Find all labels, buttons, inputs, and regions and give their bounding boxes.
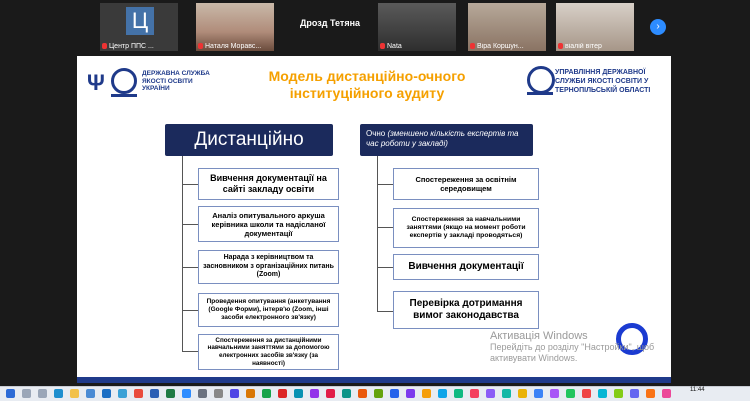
onsite-item-4: Перевірка дотримання вимог законодавства (393, 291, 539, 329)
start-icon[interactable] (6, 389, 15, 398)
participant-tile-2[interactable] (196, 3, 274, 51)
participant-avatar: Ц (126, 7, 154, 35)
ring-logo-icon (527, 66, 555, 94)
onsite-item-3: Вивчення документації (393, 254, 539, 280)
app-icon[interactable] (582, 389, 591, 398)
app-icon[interactable] (198, 389, 207, 398)
app-icon[interactable] (246, 389, 255, 398)
app-icon[interactable] (646, 389, 655, 398)
ring-logo-icon (111, 68, 137, 94)
app-icon[interactable] (390, 389, 399, 398)
excel-icon[interactable] (166, 389, 175, 398)
participant-tile-6[interactable] (556, 3, 634, 51)
slide-title: Модель дистанційно-очного інституційного аудиту (268, 68, 466, 101)
side-panel (735, 56, 750, 386)
participant-name: Наталя Моравс... (198, 43, 272, 50)
participant-name: Nata (380, 43, 454, 50)
onsite-item-2: Спостереження за навчальними заняттями (якщо на момент роботи експертів у закладі проводяться) (393, 208, 539, 248)
app-icon[interactable] (326, 389, 335, 398)
column-header-onsite: Очно (зменшено кількість експертів та час роботи у закладі) (360, 124, 533, 156)
remote-item-2: Аналіз опитувального аркуша керівника школи та надісланої документації (198, 206, 339, 242)
app-icon[interactable] (294, 389, 303, 398)
mic-muted-icon (380, 43, 385, 49)
remote-item-3: Нарада з керівництвом та засновником з організаційних питань (Zoom) (198, 250, 339, 284)
app-icon[interactable] (614, 389, 623, 398)
participant-tile-5[interactable] (468, 3, 546, 51)
app-icon[interactable] (454, 389, 463, 398)
app-icon[interactable] (310, 389, 319, 398)
mic-muted-icon (558, 43, 563, 49)
app-icon[interactable] (358, 389, 367, 398)
participant-name: Віра Коршун... (470, 43, 544, 50)
slide-footer-bar (77, 377, 671, 383)
remote-item-1: Вивчення документації на сайті закладу освіти (198, 168, 339, 200)
app-icon[interactable] (374, 389, 383, 398)
participant-strip (0, 0, 750, 54)
edge-icon[interactable] (54, 389, 63, 398)
app-icon[interactable] (422, 389, 431, 398)
mail-icon[interactable] (102, 389, 111, 398)
mic-muted-icon (102, 43, 107, 49)
logo-left (87, 66, 217, 106)
app-icon[interactable] (406, 389, 415, 398)
taskbar (0, 386, 750, 401)
column-header-remote: Дистанційно (165, 124, 333, 156)
app-icon[interactable] (550, 389, 559, 398)
zoom-icon[interactable] (182, 389, 191, 398)
participant-tile-1[interactable] (100, 3, 178, 51)
app-icon[interactable] (230, 389, 239, 398)
app-icon[interactable] (470, 389, 479, 398)
search-icon[interactable] (22, 389, 31, 398)
app-icon[interactable] (534, 389, 543, 398)
app-icon[interactable] (342, 389, 351, 398)
remote-item-5: Спостереження за дистанційними навчальними заняттями за допомогою електронних засобів зв'язку (за наявності) (198, 334, 339, 370)
app-icon[interactable] (262, 389, 271, 398)
participant-tile-4[interactable] (378, 3, 456, 51)
app-icon[interactable] (598, 389, 607, 398)
store-icon[interactable] (86, 389, 95, 398)
app-icon[interactable] (438, 389, 447, 398)
app-icon[interactable] (566, 389, 575, 398)
mic-muted-icon (470, 43, 475, 49)
logo-left-text: ДЕРЖАВНА СЛУЖБА ЯКОСТІ ОСВІТИ УКРАЇНИ (142, 70, 210, 92)
app-icon[interactable] (662, 389, 671, 398)
app-icon[interactable] (278, 389, 287, 398)
chrome-icon[interactable] (134, 389, 143, 398)
app-icon[interactable] (486, 389, 495, 398)
app-icon[interactable] (518, 389, 527, 398)
logo-right-text: УПРАВЛІННЯ ДЕРЖАВНОЇ СЛУЖБИ ЯКОСТІ ОСВІТИ У ТЕРНОПІЛЬСЬКІЙ ОБЛАСТІ (555, 69, 651, 94)
photos-icon[interactable] (118, 389, 127, 398)
folder-icon[interactable] (70, 389, 79, 398)
word-icon[interactable] (150, 389, 159, 398)
app-icon[interactable] (630, 389, 639, 398)
mic-muted-icon (198, 43, 203, 49)
chevron-right-icon[interactable]: › (650, 19, 666, 35)
app-icon[interactable] (214, 389, 223, 398)
taskbar-clock[interactable]: 11:44 (690, 387, 705, 393)
windows-activation-watermark: Активація Windows Перейдіть до розділу "Настройки", щоб активувати Windows. (490, 330, 655, 363)
remote-item-4: Проведення опитування (анкетування (Google Форми), інтерв'ю (Zoom, інші засоби електронного зв'язку) (198, 293, 339, 327)
participant-name: Центр ППС ... (102, 43, 176, 50)
participant-tile-3[interactable]: Дрозд Тетяна (300, 18, 361, 28)
trident-icon: Ψ (87, 70, 105, 95)
participant-name: віалій вітер (558, 43, 632, 50)
onsite-item-1: Спостереження за освітнім середовищем (393, 168, 539, 200)
app-icon[interactable] (502, 389, 511, 398)
taskview-icon[interactable] (38, 389, 47, 398)
